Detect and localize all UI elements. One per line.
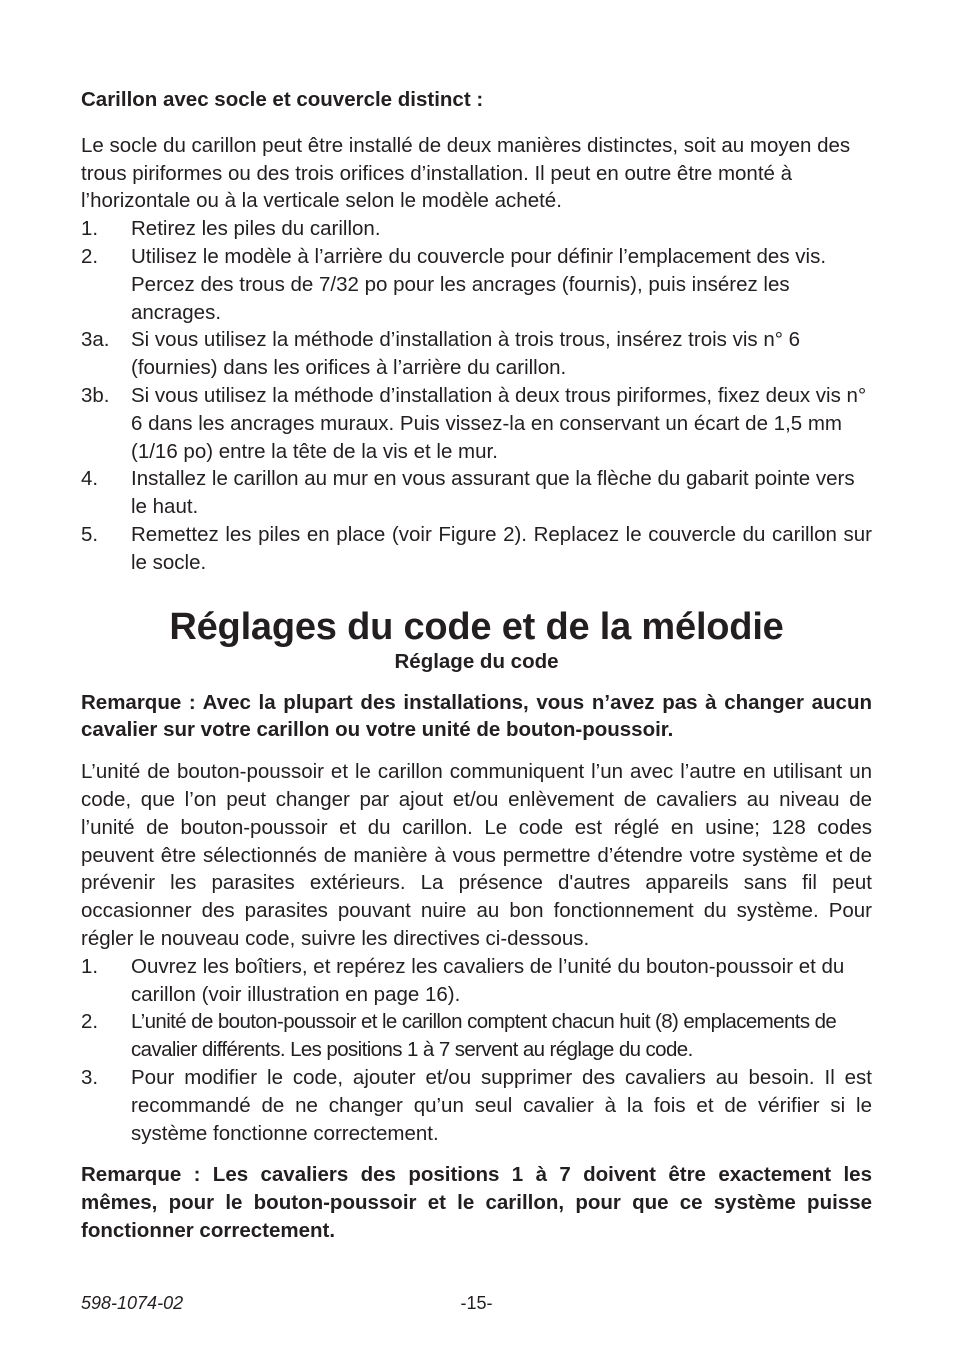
step-number: 1. (81, 217, 99, 241)
step-number: 3b. (81, 383, 110, 407)
section-heading: Carillon avec socle et couvercle distinct : (81, 88, 484, 111)
step-number: 1. (81, 954, 99, 978)
list-item (81, 953, 872, 1009)
spacer (81, 1147, 872, 1161)
list-item (81, 382, 872, 465)
step-number: 2. (81, 244, 99, 268)
document-code: 598-1074-02 (81, 1293, 184, 1313)
step-text: L’unité de bouton-poussoir et le carillon comptent chacun huit (8) emplacements de cavalier différents. Les positions 1 à 7 servent au réglage du code. (131, 1010, 837, 1062)
step-text: Si vous utilisez la méthode d’installation à trois trous, insérez trois vis n° 6 (fournies) dans les orifices à l’arrière du carillon. (131, 328, 801, 380)
step-number: 2. (81, 1010, 99, 1034)
list-item (81, 465, 872, 521)
step-number: 3. (81, 1065, 99, 1089)
page-title: Réglages du code et de la mélodie (169, 605, 784, 648)
note-paragraph: Remarque : Les cavaliers des positions 1 à 7 doivent être exactement les mêmes, pour le bouton-poussoir et le carillon, pour que ce système puisse fonctionner correctement. (81, 1163, 872, 1242)
step-number: 3a. (81, 328, 110, 352)
page-number: -15- (460, 1293, 493, 1313)
step-text: Remettez les piles en place (voir Figure 2). Replacez le couvercle du carillon sur le socle. (131, 522, 872, 574)
subsection-title: Réglage du code (394, 649, 559, 673)
list-item (81, 326, 872, 382)
step-number: 5. (81, 522, 99, 546)
installation-steps (81, 215, 872, 576)
step-text: Utilisez le modèle à l’arrière du couvercle pour définir l’emplacement des vis. Percez des trous de 7/32 po pour les ancrages (fournis), puis insérez les ancrages. (131, 244, 827, 324)
step-text: Si vous utilisez la méthode d’installation à deux trous piriformes, fixez deux vis n° 6 dans les ancrages muraux. Puis vissez-la en conservant un écart de 1,5 mm (1/16 po) entre la tête de la vis et le mur. (131, 383, 867, 463)
spacer (81, 744, 872, 758)
list-item (81, 521, 872, 577)
list-item (81, 1064, 872, 1147)
note-paragraph: Remarque : Avec la plupart des installations, vous n’avez pas à changer aucun cavalier sur votre carillon ou votre unité de bouton-poussoir. (81, 690, 872, 742)
code-steps (81, 953, 872, 1148)
body-paragraph: L’unité de bouton-poussoir et le carillon communiquent l’un avec l’autre en utilisant un code, que l’on peut changer par ajout et/ou enlèvement de cavaliers au niveau de l’unité de bouton-poussoir et du carillon. Le code est réglé en usine; 128 codes peuvent être sélectionnés de manière à vous permettre d’étendre votre système et de prévenir les parasites extérieurs. La présence d'autres appareils sans fil peut occasionner des parasites pouvant nuire au bon fonctionnement du système. Pour régler le nouveau code, suivre les directives ci-dessous. (81, 760, 872, 950)
list-item (81, 243, 872, 326)
step-text: Retirez les piles du carillon. (131, 217, 381, 241)
step-number: 4. (81, 467, 99, 491)
step-text: Pour modifier le code, ajouter et/ou supprimer des cavaliers au besoin. Il est recommandé de ne changer qu’un seul cavalier à la fois et de vérifier si le système fonctionne correctement. (131, 1065, 872, 1145)
list-item (81, 215, 872, 243)
page-content (81, 86, 872, 1245)
step-text: Installez le carillon au mur en vous assurant que la flèche du gabarit pointe vers le haut. (131, 467, 855, 519)
list-item (81, 1008, 872, 1064)
step-text: Ouvrez les boîtiers, et repérez les cavaliers de l’unité du bouton-poussoir et du carillon (voir illustration en page 16). (131, 954, 845, 1006)
intro-paragraph: Le socle du carillon peut être installé de deux manières distinctes, soit au moyen des trous piriformes ou des trois orifices d’installation. Il peut en outre être monté à l’horizontale ou à la verticale selon le modèle acheté. (81, 133, 851, 213)
